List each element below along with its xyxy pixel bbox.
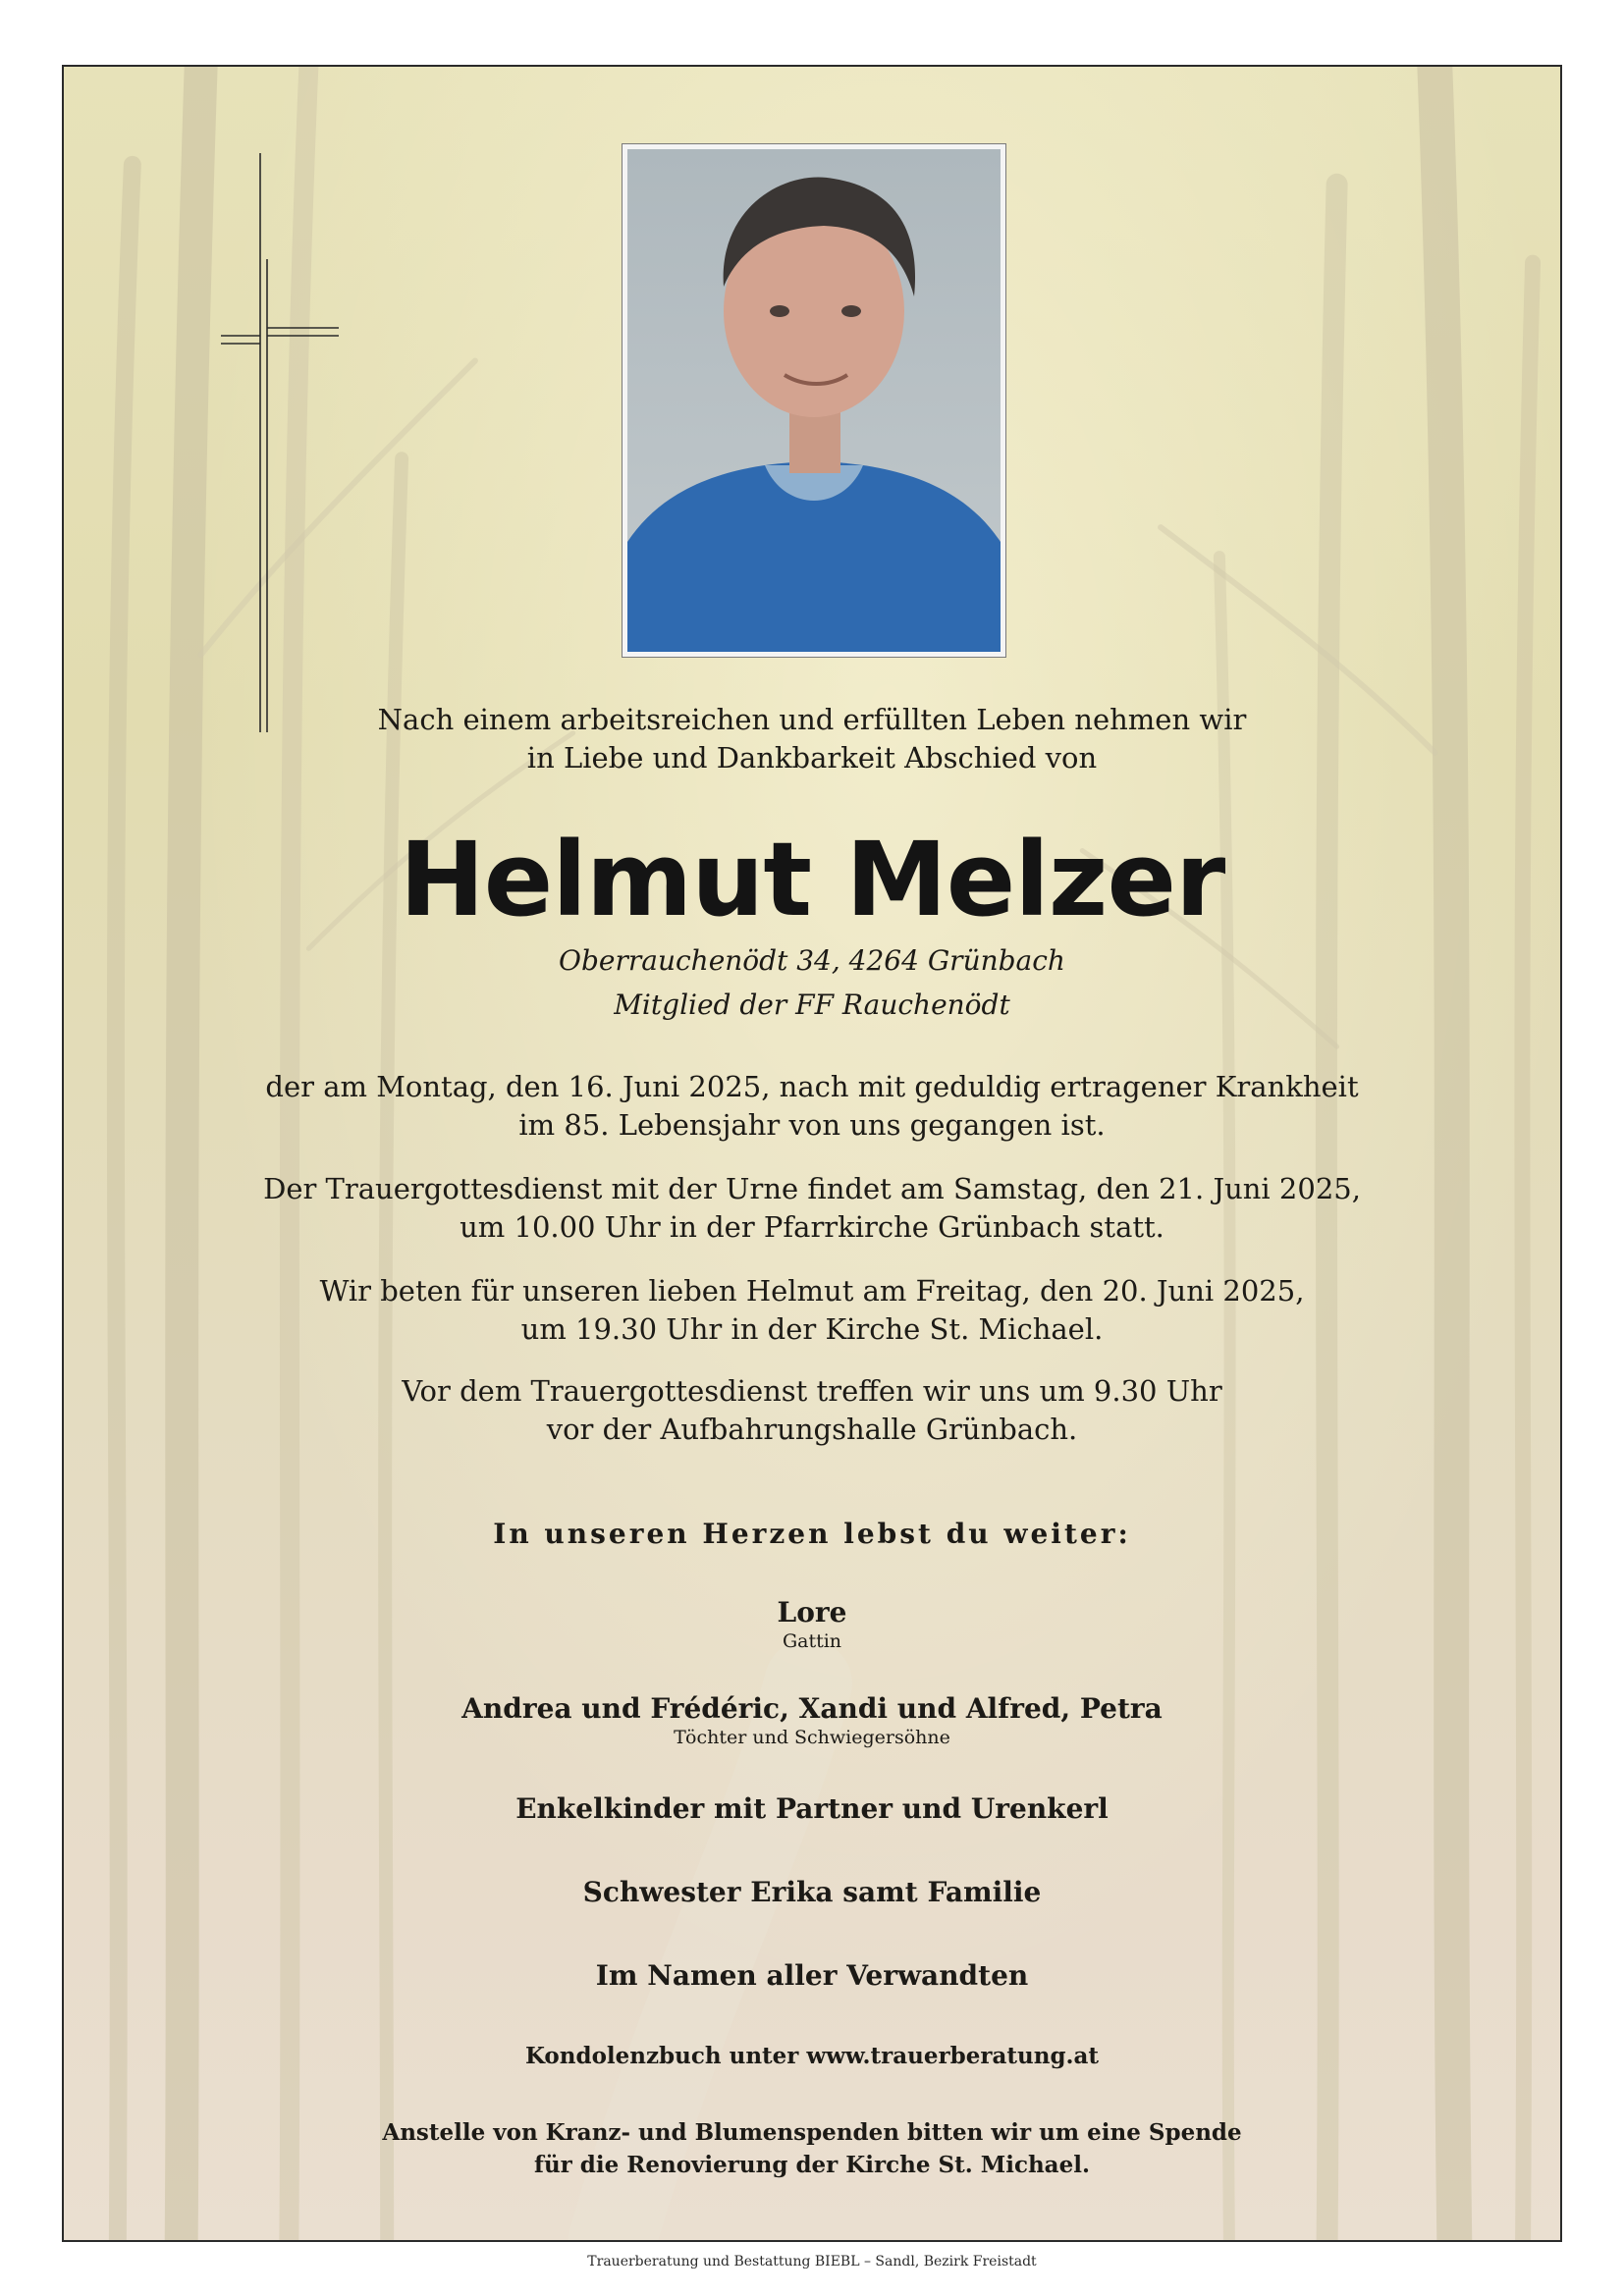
intro-text [64, 701, 1560, 777]
donation-note [64, 2116, 1560, 2181]
prayer-paragraph [64, 1272, 1560, 1349]
condolence-note: Kondolenzbuch unter www.trauerberatung.at [524, 2043, 1100, 2069]
cross-icon [221, 153, 339, 732]
obituary-card [62, 65, 1562, 2242]
deceased-details [64, 938, 1560, 1027]
footer-imprint: Trauerberatung und Bestattung BIEBL – Sandl, Bezirk Freistadt [587, 2254, 1037, 2269]
paragraph-line: im 85. Lebensjahr von uns gegangen ist. [518, 1108, 1106, 1142]
mourner-role: Töchter und Schwiegersöhne [674, 1727, 950, 1748]
mourner-entry [64, 1792, 1560, 1826]
mourners-heading: In unseren Herzen lebst du weiter: [493, 1518, 1131, 1550]
mourner-entry [64, 1876, 1560, 1909]
paragraph-line: vor der Aufbahrungshalle Grünbach. [546, 1413, 1078, 1446]
portrait-frame [622, 143, 1006, 658]
paragraph-line: der am Montag, den 16. Juni 2025, nach mit geduldig ertragener Krankheit [265, 1070, 1359, 1103]
mourner-entry [64, 1596, 1560, 1653]
mourner-role: Gattin [782, 1630, 842, 1652]
mourner-name: Andrea und Frédéric, Xandi und Alfred, Petra [461, 1692, 1163, 1725]
deceased-membership: Mitglied der FF Rauchenödt [614, 988, 1010, 1021]
mourner-name: Enkelkinder mit Partner und Urenkerl [515, 1792, 1109, 1825]
mourner-name: Lore [777, 1596, 847, 1629]
meeting-paragraph [64, 1372, 1560, 1449]
mourner-entry [64, 1959, 1560, 1993]
paragraph-line: um 10.00 Uhr in der Pfarrkirche Grünbach statt. [460, 1210, 1164, 1244]
intro-line: Nach einem arbeitsreichen und erfüllten Leben nehmen wir [377, 703, 1247, 736]
intro-line: in Liebe und Dankbarkeit Abschied von [526, 741, 1098, 774]
portrait-photo [627, 149, 1001, 652]
death-paragraph [64, 1068, 1560, 1145]
mourner-name: Schwester Erika samt Familie [582, 1876, 1042, 1908]
paragraph-line: Vor dem Trauergottesdienst treffen wir uns um 9.30 Uhr [402, 1374, 1222, 1408]
service-paragraph [64, 1170, 1560, 1247]
deceased-address: Oberrauchenödt 34, 4264 Grünbach [559, 944, 1065, 977]
donation-line: Anstelle von Kranz- und Blumenspenden bitten wir um eine Spende [382, 2119, 1242, 2146]
paragraph-line: Der Trauergottesdienst mit der Urne findet am Samstag, den 21. Juni 2025, [263, 1172, 1361, 1205]
paragraph-line: Wir beten für unseren lieben Helmut am Freitag, den 20. Juni 2025, [319, 1274, 1305, 1308]
mourner-entry [64, 1692, 1560, 1749]
mourner-name: Im Namen aller Verwandten [595, 1959, 1029, 1992]
paragraph-line: um 19.30 Uhr in der Kirche St. Michael. [520, 1312, 1104, 1346]
deceased-name: Helmut Melzer [399, 820, 1225, 939]
donation-line: für die Renovierung der Kirche St. Michael. [534, 2152, 1090, 2178]
